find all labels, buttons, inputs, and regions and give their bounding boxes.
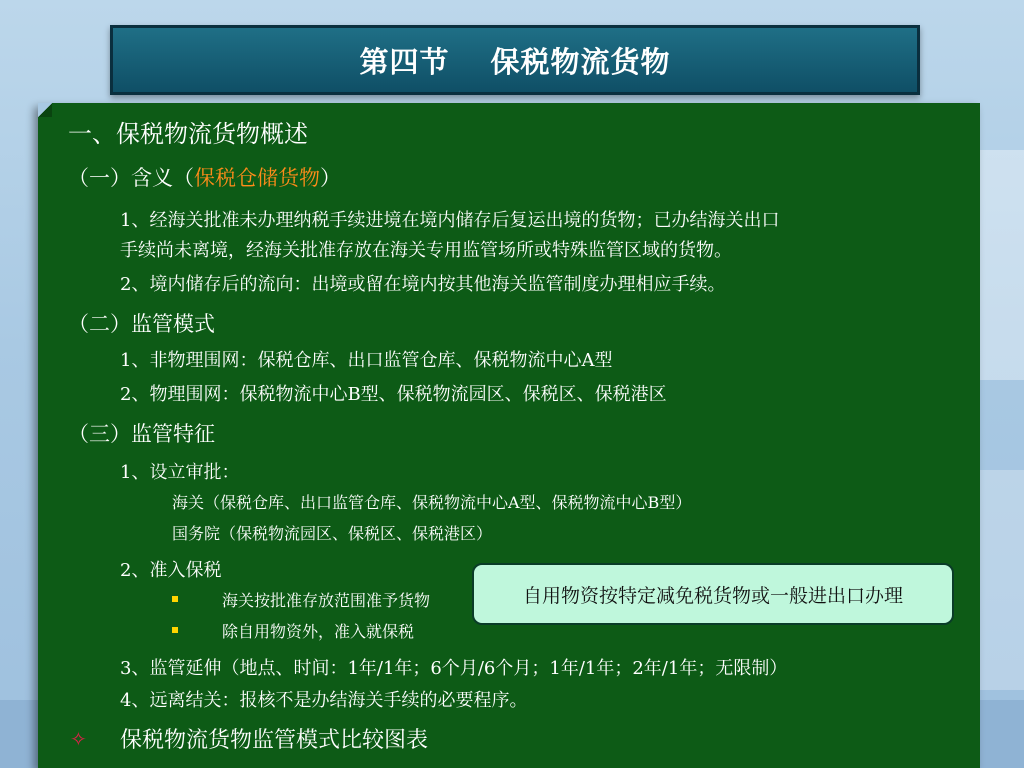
meaning-suffix: ）	[320, 166, 341, 190]
meaning-prefix: （一）含义（	[68, 166, 194, 190]
panel-corner-fold	[38, 103, 52, 117]
features-item-2: 2、准入保税	[120, 560, 222, 581]
features-item-1: 1、设立审批：	[120, 462, 240, 483]
meaning-item-2: 2、境内储存后的流向：出境或留在境内按其他海关监管制度办理相应手续。	[120, 274, 726, 295]
red-diamond-bullet-icon: ✧	[70, 727, 87, 751]
supervision-mode-item-2: 2、物理围网：保税物流中心B型、保税物流园区、保税区、保税港区	[120, 384, 667, 405]
features-item-1-sub-2: 国务院（保税物流园区、保税区、保税港区）	[172, 524, 493, 543]
section-heading: 一、保税物流货物概述	[68, 120, 308, 148]
supervision-mode-heading: （二）监管模式	[68, 312, 215, 336]
features-item-3: 3、监管延伸（地点、时间：1年/1年；6个月/6个月；1年/1年；2年/1年；无限制）	[120, 658, 788, 679]
features-item-2-bullet-1: 海关按批准存放范围准予货物	[222, 591, 431, 610]
slide-title: 第四节 保税物流货物	[359, 44, 671, 79]
meaning-heading	[68, 162, 341, 192]
supervision-mode-item-1: 1、非物理围网：保税仓库、出口监管仓库、保税物流中心A型	[120, 350, 613, 371]
features-item-4: 4、远离结关：报核不是办结海关手续的必要程序。	[120, 690, 528, 711]
callout-box	[472, 563, 954, 625]
comparison-chart-link[interactable]: 保税物流货物监管模式比较图表	[120, 728, 429, 753]
meaning-highlight: 保税仓储货物	[194, 166, 320, 190]
meaning-item-1-line-1: 1、经海关批准未办理纳税手续进境在境内储存后复运出境的货物；已办结海关出口	[120, 210, 780, 231]
yellow-square-bullet-icon	[172, 627, 178, 633]
features-item-1-sub-1: 海关（保税仓库、出口监管仓库、保税物流中心A型、保税物流中心B型）	[172, 493, 692, 512]
callout-text: 自用物资按特定减免税货物或一般进出口办理	[522, 584, 903, 607]
supervision-features-heading: （三）监管特征	[68, 422, 215, 446]
meaning-item-1-line-2: 手续尚未离境，经海关批准存放在海关专用监管场所或特殊监管区域的货物。	[120, 240, 732, 261]
slide-title-bar	[110, 25, 920, 95]
yellow-square-bullet-icon	[172, 596, 178, 602]
features-item-2-bullet-2: 除自用物资外，准入就保税	[222, 622, 415, 641]
